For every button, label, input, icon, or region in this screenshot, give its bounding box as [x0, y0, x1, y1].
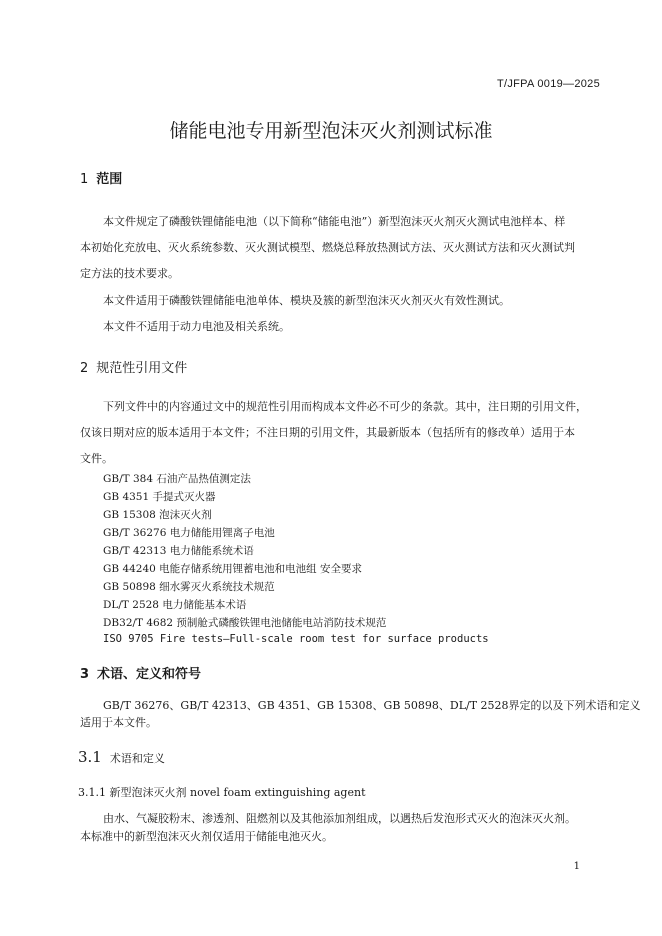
paragraph-line: 由水、气凝胶粉末、渗透剂、阻燃剂以及其他添加剂组成，以遇热后发泡形式灭火的泡沫灭火剂。 — [103, 812, 576, 825]
paragraph-line: 本文件规定了磷酸铁锂储能电池（以下简称“储能电池”）新型泡沫灭火剂灭火测试电池样本、样 — [103, 215, 566, 228]
reference-item: GB/T 36276 电力储能用锂离子电池 — [103, 527, 275, 539]
paragraph-line: 定方法的技术要求。 — [80, 267, 179, 280]
document-number: T/JFPA 0019—2025 — [496, 78, 600, 90]
term-text: 新型泡沫灭火剂 novel foam extinguishing agent — [109, 786, 366, 799]
term-number: 3.1.1 — [78, 786, 106, 799]
document-title: 储能电池专用新型泡沫灭火剂测试标准 — [169, 120, 493, 142]
paragraph-line: 本标准中的新型泡沫灭火剂仅适用于储能电池灭火。 — [80, 830, 333, 843]
section-number: 2 — [80, 361, 89, 376]
reference-item: ISO 9705 Fire tests—Full-scale room test for surface products — [103, 633, 489, 645]
paragraph-line: 本文件不适用于动力电池及相关系统。 — [103, 320, 290, 333]
term-heading — [78, 784, 366, 800]
section-title: 术语、定义和符号 — [97, 667, 202, 682]
paragraph-line: 下列文件中的内容通过文中的规范性引用而构成本文件必不可少的条款。其中，注日期的引用文件， — [103, 400, 587, 413]
section-number: 1 — [80, 172, 89, 187]
paragraph-line: 文件。 — [80, 452, 113, 465]
reference-item: GB 44240 电能存储系统用锂蓄电池和电池组 安全要求 — [103, 563, 363, 575]
section-title: 范围 — [96, 172, 123, 187]
section-title: 规范性引用文件 — [96, 361, 188, 376]
reference-item: GB/T 42313 电力储能系统术语 — [103, 545, 254, 557]
reference-item: DB32/T 4682 预制舱式磷酸铁锂电池储能电站消防技术规范 — [103, 617, 387, 629]
page-number: 1 — [573, 861, 580, 872]
section-3-heading — [80, 663, 201, 682]
subsection-heading — [78, 748, 165, 766]
subsection-number: 3.1 — [78, 748, 102, 766]
section-1-heading — [80, 168, 122, 187]
section-2-heading — [80, 357, 187, 376]
reference-item: GB/T 384 石油产品热值测定法 — [103, 473, 251, 485]
section-number: 3 — [80, 667, 90, 682]
paragraph-line: 适用于本文件。 — [80, 716, 157, 729]
subsection-title: 术语和定义 — [109, 752, 165, 765]
reference-item: GB 4351 手提式灭火器 — [103, 491, 216, 503]
paragraph-line: 本初始化充放电、灭火系统参数、灭火测试模型、燃烧总释放热测试方法、灭火测试方法和灭火测试判 — [80, 241, 575, 254]
reference-item: GB 50898 细水雾灭火系统技术规范 — [103, 581, 275, 593]
reference-item: GB 15308 泡沫灭火剂 — [103, 509, 212, 521]
paragraph-line: GB/T 36276、GB/T 42313、GB 4351、GB 15308、GB 50898、DL/T 2528界定的以及下列术语和定义 — [103, 699, 641, 712]
paragraph-line: 本文件适用于磷酸铁锂储能电池单体、模块及簇的新型泡沫灭火剂灭火有效性测试。 — [103, 294, 510, 307]
reference-item: DL/T 2528 电力储能基本术语 — [103, 599, 247, 611]
paragraph-line: 仅该日期对应的版本适用于本文件；不注日期的引用文件，其最新版本（包括所有的修改单）适用于本 — [80, 426, 575, 439]
